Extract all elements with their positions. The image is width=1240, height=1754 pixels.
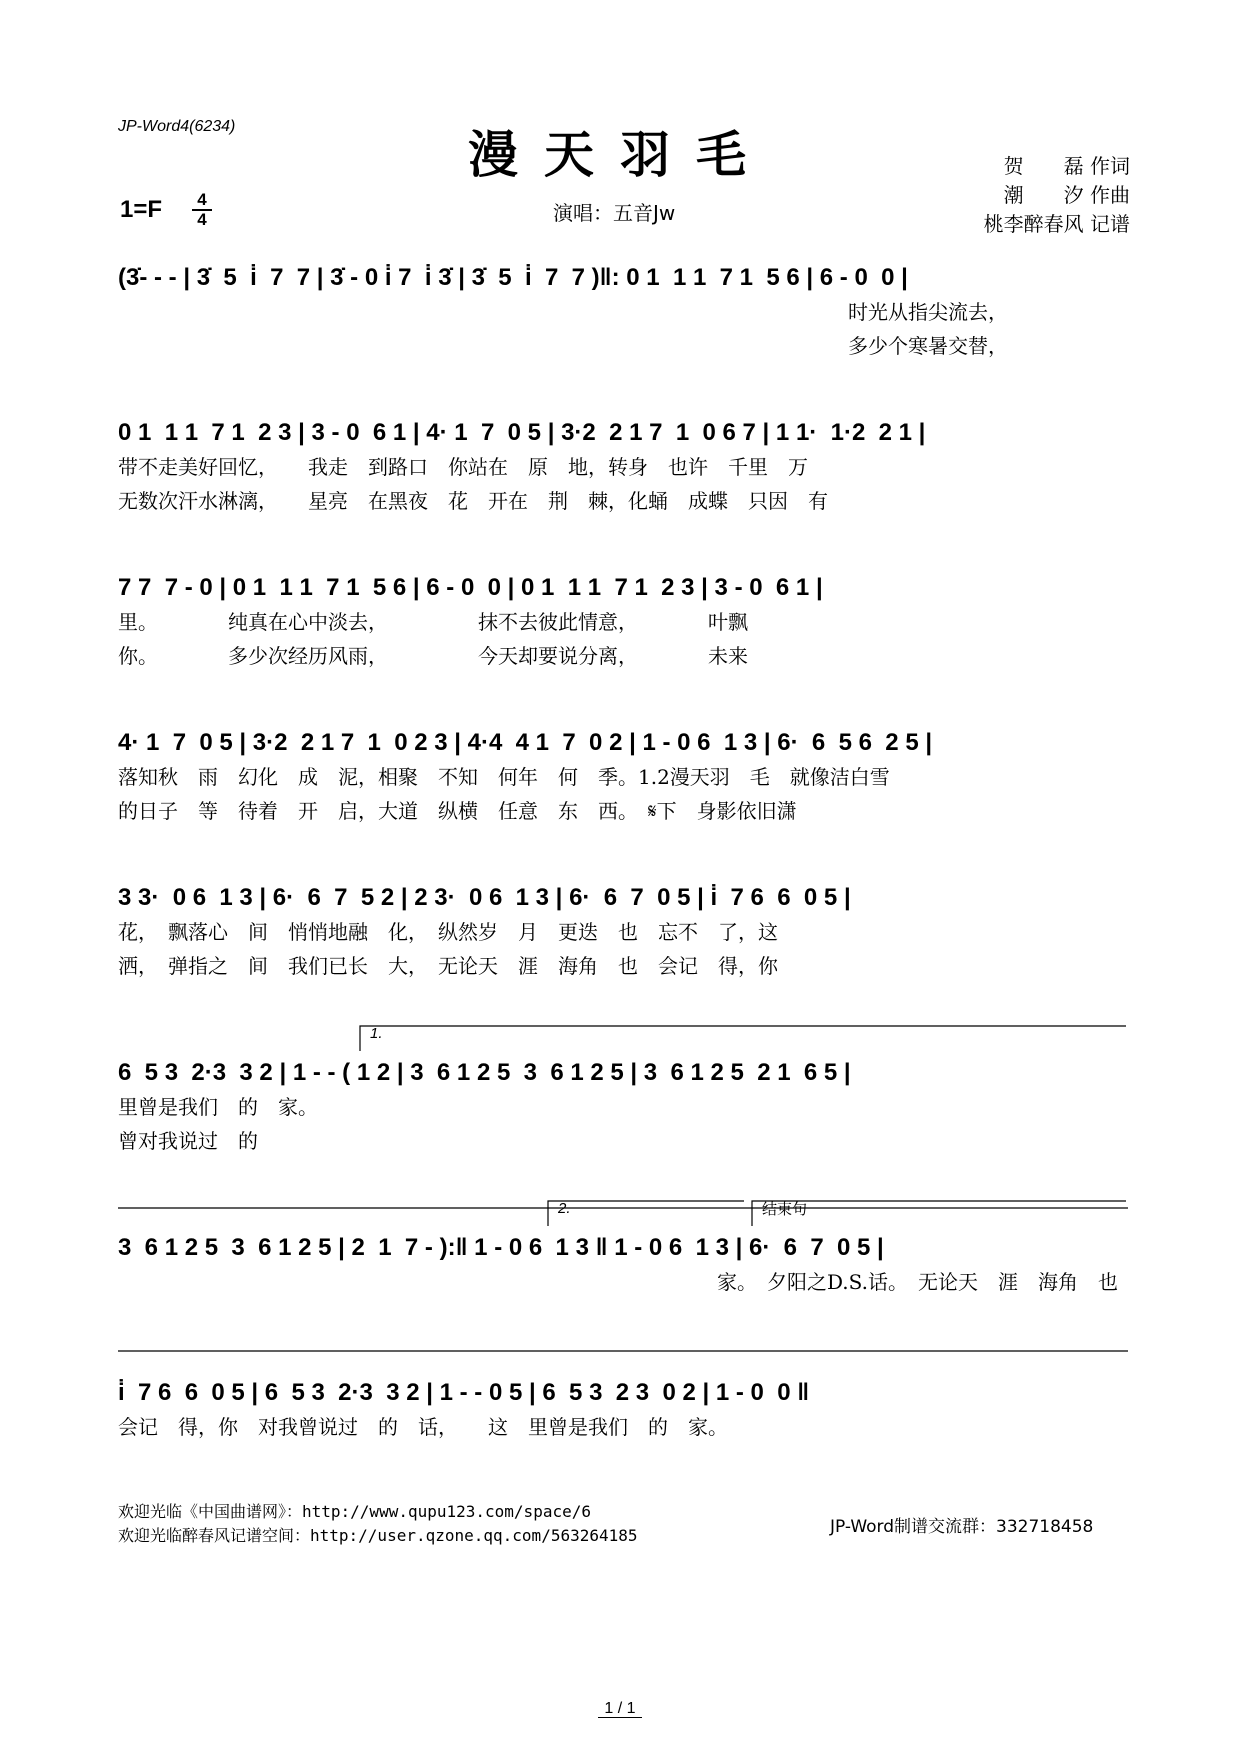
composer: 潮 汐 作曲 (1003, 183, 1130, 207)
time-signature-bottom: 4 (197, 210, 207, 229)
volta-label-1: 1. (370, 1025, 383, 1042)
score-system-8 (118, 1373, 1128, 1503)
key-signature: 1=F (120, 196, 163, 223)
singer: 演唱：五音Jw (553, 201, 676, 225)
lyric-line-2: 的日子 等 待着 开 启，大道 纵横 任意 东 西。 𝄋下 身影依旧潇 (118, 799, 797, 823)
notation-line: 3 6 1 2 5 3 6 1 2 5 | 2 1 7 - ):‖ 1 - 0 6 1 3 ‖ 1 - 0 6 1 3 | 6· 6 7 0 5 | (118, 1234, 884, 1261)
score-system-3 (118, 568, 1128, 698)
lyric-line-1: 里。 纯真在心中淡去， 抹不去彼此情意， 叶飘 (118, 610, 748, 634)
footer-link-qupu: 欢迎光临《中国曲谱网》：http://www.qupu123.com/space/6 (118, 1502, 591, 1521)
lyric-line-1: 里曾是我们 的 家。 (118, 1095, 318, 1119)
footer-links (118, 1500, 638, 1548)
ending-label: 结束句 (762, 1200, 808, 1218)
lyric-line-2: 曾对我说过 的 (118, 1129, 258, 1153)
lyric-line-2: 无数次汗水淋漓， 星亮 在黑夜 花 开在 荆 棘，化蛹 成蝶 只因 有 (118, 489, 828, 513)
lyric-line-1: 时光从指尖流去， (848, 300, 1008, 324)
notation-line: 3 3· 0 6 1 3 | 6· 6 7 5 2 | 2 3· 0 6 1 3 | 6· 6 7 0 5 | i̇ 7 6 6 0 5 | (118, 884, 851, 911)
volta-label-2: 2. (558, 1200, 571, 1217)
page-number: 1 / 1 (0, 1700, 1240, 1718)
credits (984, 152, 1130, 239)
notation-line: (3̇- - - | 3̇ 5 i̇ 7 7 | 3̇ - 0 i̇ 7 i̇ 3̇ | 3̇ 5 i̇ 7 7 )‖: 0 1 1 1 7 1 5 6 | 6 - 0 0 | (118, 264, 908, 291)
lyric-line-2: 洒， 弹指之 间 我们已长 大， 无论天 涯 海角 也 会记 得，你 (118, 954, 778, 978)
score-system-6 (118, 1025, 1128, 1183)
time-signature (192, 192, 212, 228)
lyric-line-2: 你。 多少次经历风雨， 今天却要说分离， 未来 (118, 644, 748, 668)
score-system-1 (118, 258, 1128, 388)
footer-group: JP-Word制谱交流群：332718458 (830, 1517, 1094, 1537)
transcriber: 桃李醉春风 记谱 (983, 212, 1130, 236)
lyric-line-2: 多少个寒暑交替， (848, 334, 1008, 358)
lyric-line-1: 家。 夕阳之D.S.话。 无论天 涯 海角 也 (716, 1270, 1118, 1294)
notation-line: 7 7 7 - 0 | 0 1 1 1 7 1 5 6 | 6 - 0 0 | 0 1 1 1 7 1 2 3 | 3 - 0 6 1 | (118, 574, 823, 601)
software-label: JP-Word4(6234) (118, 118, 236, 135)
lyric-line-1: 带不走美好回忆， 我走 到路口 你站在 原 地，转身 也许 千里 万 (118, 455, 808, 479)
song-title: 漫天羽毛 (468, 125, 772, 184)
notation-line: 0 1 1 1 7 1 2 3 | 3 - 0 6 1 | 4· 1 7 0 5 | 3·2 2 1 7 1 0 6 7 | 1 1· 1·2 2 1 | (118, 419, 926, 446)
score-system-4 (118, 723, 1128, 853)
score-system-5 (118, 878, 1128, 1008)
score-system-7 (118, 1200, 1128, 1358)
lyric-line-1: 会记 得，你 对我曾说过 的 话， 这 里曾是我们 的 家。 (118, 1415, 728, 1439)
notation-line: 6 5 3 2·3 3 2 | 1 - - ( 1 2 | 3 6 1 2 5 3 6 1 2 5 | 3 6 1 2 5 2 1 6 5 | (118, 1059, 851, 1086)
notation-line: i̇ 7 6 6 0 5 | 6 5 3 2·3 3 2 | 1 - - 0 5 | 6 5 3 2 3 0 2 | 1 - 0 0 ‖ (118, 1379, 810, 1406)
time-signature-top: 4 (197, 190, 207, 209)
footer-link-qzone: 欢迎光临醉春风记谱空间：http://user.qzone.qq.com/563264185 (118, 1526, 638, 1545)
score-system-2 (118, 413, 1128, 543)
lyric-line-1: 落知秋 雨 幻化 成 泥，相聚 不知 何年 何 季。1.2漫天羽 毛 就像洁白雪 (118, 765, 890, 789)
lyricist: 贺 磊 作词 (1003, 154, 1130, 178)
lyric-line-1: 花， 飘落心 间 悄悄地融 化， 纵然岁 月 更迭 也 忘不 了，这 (118, 920, 778, 944)
notation-line: 4· 1 7 0 5 | 3·2 2 1 7 1 0 2 3 | 4·4 4 1 7 0 2 | 1 - 0 6 1 3 | 6· 6 5 6 2 5 | (118, 729, 933, 756)
